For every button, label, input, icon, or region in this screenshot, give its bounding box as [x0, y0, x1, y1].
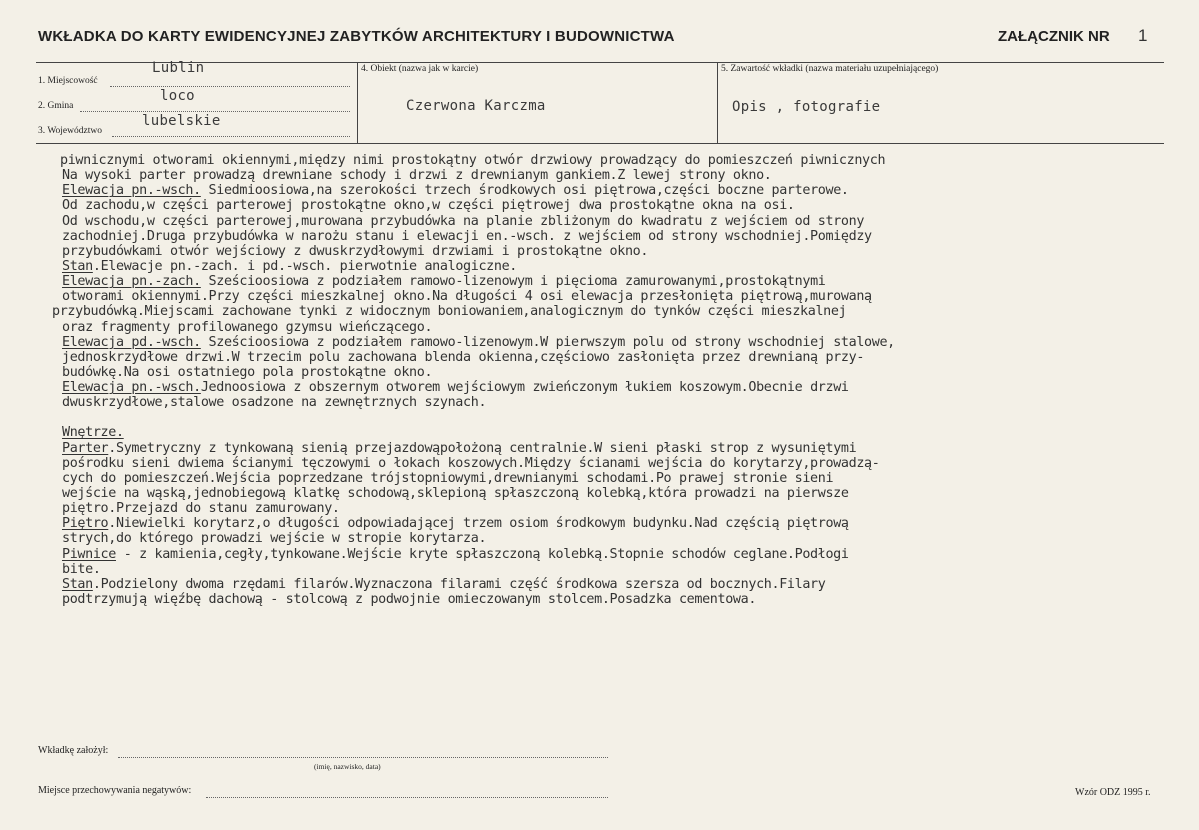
- text-line: cych do pomieszczeń.Wejścia poprzedzane trójstopniowymi,drewnianymi schodami.Po prawej stronie sieni: [62, 470, 834, 486]
- zawartosc-label: 5. Zawartość wkładki (nazwa materiału uzupełniającego): [721, 64, 939, 74]
- text-line: strych,do którego prowadzi wejście w stropie korytarza.: [62, 531, 487, 547]
- zalozyl-dotline: [118, 757, 608, 758]
- text-line: podtrzymują więźbę dachową - stolcową z podwojnie omieczowanym stolcem.Posadzka cementowa.: [62, 591, 757, 607]
- text-line: Od zachodu,w części parterowej prostokątne okno,w części piętrowej dwa prostokątne okna na osi.: [62, 198, 795, 214]
- text-span: .Niewielki korytarz,o długości odpowiadającej trzem osiom środkowym budynku.Nad częścią piętrową: [108, 516, 849, 532]
- text-line: jednoskrzydłowe drzwi.W trzecim polu zachowana blenda okienna,częściowo zasłonięta przez drewnianą przy-: [62, 349, 865, 365]
- text-line: [62, 441, 1162, 456]
- form-title: WKŁADKA DO KARTY EWIDENCYJNEJ ZABYTKÓW ARCHITEKTURY I BUDOWNICTWA: [38, 28, 675, 45]
- form-top-border: [36, 62, 1164, 63]
- negatywy-dotline: [206, 797, 608, 798]
- text-line: zachodniej.Druga przybudówka w narożu stanu i elewacji en.-wsch. z wejściem od strony wschodniej.Pomiędzy: [62, 228, 872, 244]
- obiekt-value: Czerwona Karczma: [406, 98, 546, 114]
- miejscowosc-label: 1. Miejscowość: [38, 76, 98, 86]
- text-span: .Elewacje pn.-zach. i pd.-wsch. pierwotnie analogiczne.: [92, 258, 518, 274]
- zalozyl-label: Wkładkę założył:: [38, 745, 109, 756]
- miejscowosc-value: Lublin: [152, 60, 205, 76]
- section-heading: Piwnice: [62, 546, 116, 562]
- wojewodztwo-label: 3. Województwo: [38, 126, 102, 136]
- text-line: dwuskrzydłowe,stalowe osadzone na zewnętrznych szynach.: [62, 395, 487, 411]
- text-span: Sześcioosiowa z podziałem ramowo-lizenowym.W pierwszym polu od strony wschodniej stalowe,: [200, 334, 895, 350]
- section-heading: Elewacja pn.-wsch.: [62, 380, 201, 396]
- divider-2: [717, 62, 718, 143]
- text-line: oraz fragmenty profilowanego gzymsu wieńczącego.: [62, 319, 433, 335]
- section-heading: Elewacja pd.-wsch.: [62, 334, 201, 350]
- text-line: przybudówkami otwór wejściowy z dwuskrzydłowymi drzwiami i prostokątne okno.: [62, 243, 649, 259]
- text-line: bite.: [62, 561, 101, 577]
- text-line: pośrodku sieni dwiema ścianymi tęczowymi o łokach koszowych.Między ścianami wejścia do korytarzy,prowadzą-: [62, 455, 880, 471]
- text-line: [62, 274, 1162, 289]
- text-line: piwnicznymi otworami okiennymi,między nimi prostokątny otwór drzwiowy prowadzący do pomieszczeń piwnicznych: [60, 153, 886, 168]
- text-line: Na wysoki parter prowadzą drewniane schody i drzwi z drewnianym gankiem.Z lewej strony okno.: [62, 168, 772, 184]
- text-line: budówkę.Na osi ostatniego pola prostokątne okno.: [62, 364, 433, 380]
- annex-number: 1: [1138, 26, 1148, 45]
- section-heading: Wnętrze.: [62, 425, 124, 441]
- gmina-label: 2. Gmina: [38, 101, 74, 111]
- zalozyl-hint: (imię, nazwisko, data): [314, 762, 381, 771]
- gmina-dotline: [80, 111, 350, 112]
- gmina-value: loco: [160, 88, 195, 104]
- negatywy-label: Miejsce przechowywania negatywów:: [38, 785, 192, 796]
- text-line: [62, 547, 1162, 562]
- annex-label: ZAŁĄCZNIK NR: [998, 28, 1110, 45]
- text-line: [62, 183, 1162, 198]
- text-span: Sześcioosiowa z podziałem ramowo-lizenowym i pięcioma zamurowanymi,prostokątnymi: [200, 274, 826, 290]
- section-heading: Elewacja pn.-zach.: [62, 274, 201, 290]
- text-line: [62, 425, 1162, 440]
- text-span: Jednoosiowa z obszernym otworem wejściowym zwieńczonym łukiem koszowym.Obecnie drzwi: [200, 380, 849, 396]
- wojewodztwo-value: lubelskie: [142, 113, 221, 129]
- text-line: [62, 335, 1162, 350]
- obiekt-label: 4. Obiekt (nazwa jak w karcie): [361, 64, 479, 74]
- description-text: [52, 153, 1162, 607]
- form-bottom-border: [36, 143, 1164, 144]
- section-heading: Stan: [62, 258, 93, 274]
- text-line: otworami okiennymi.Przy części mieszkalnej okno.Na długości 4 osi elewacja przesłonięta piętrową,murowaną: [62, 289, 872, 305]
- text-line: Od wschodu,w części parterowej,murowana przybudówka na planie zbliżonym do kwadratu z wejściem od strony: [62, 213, 865, 229]
- text-line: piętro.Przejazd do stanu zamurowany.: [62, 501, 340, 517]
- text-line: wejście na wąską,jednobiegową klatkę schodową,sklepioną spłaszczoną kolebką,która prowadzi na pierwsze: [62, 485, 849, 501]
- miejscowosc-dotline: [110, 86, 350, 87]
- text-line: [62, 577, 1162, 592]
- paragraph-gap: [52, 410, 1162, 425]
- section-heading: Elewacja pn.-wsch.: [62, 183, 201, 199]
- divider-1: [357, 62, 358, 143]
- zawartosc-value: Opis , fotografie: [732, 99, 881, 115]
- text-span: Siedmioosiowa,na szerokości trzech środkowych osi piętrowa,części boczne parterowe.: [200, 183, 849, 199]
- wzor-label: Wzór ODZ 1995 r.: [1075, 787, 1151, 798]
- section-heading: Piętro: [62, 516, 109, 532]
- text-line: przybudówką.Miejscami zachowane tynki z widocznym boniowaniem,analogicznym do tynków części mieszkalnej: [52, 304, 847, 320]
- text-line: [62, 259, 1162, 274]
- text-line: [62, 516, 1162, 531]
- section-heading: Parter: [62, 440, 109, 456]
- text-span: .Podzielony dwoma rzędami filarów.Wyznaczona filarami część środkowa szersza od bocznych.Filary: [92, 576, 826, 592]
- wojewodztwo-dotline: [112, 136, 350, 137]
- section-heading: Stan: [62, 576, 93, 592]
- text-span: - z kamienia,cegły,tynkowane.Wejście kryte spłaszczoną kolebką.Stopnie schodów ceglane.Podłogi: [115, 546, 849, 562]
- text-span: .Symetryczny z tynkowaną sienią przejazdowąpołożoną centralnie.W sieni płaski strop z wysuniętymi: [108, 440, 857, 456]
- text-line: [62, 380, 1162, 395]
